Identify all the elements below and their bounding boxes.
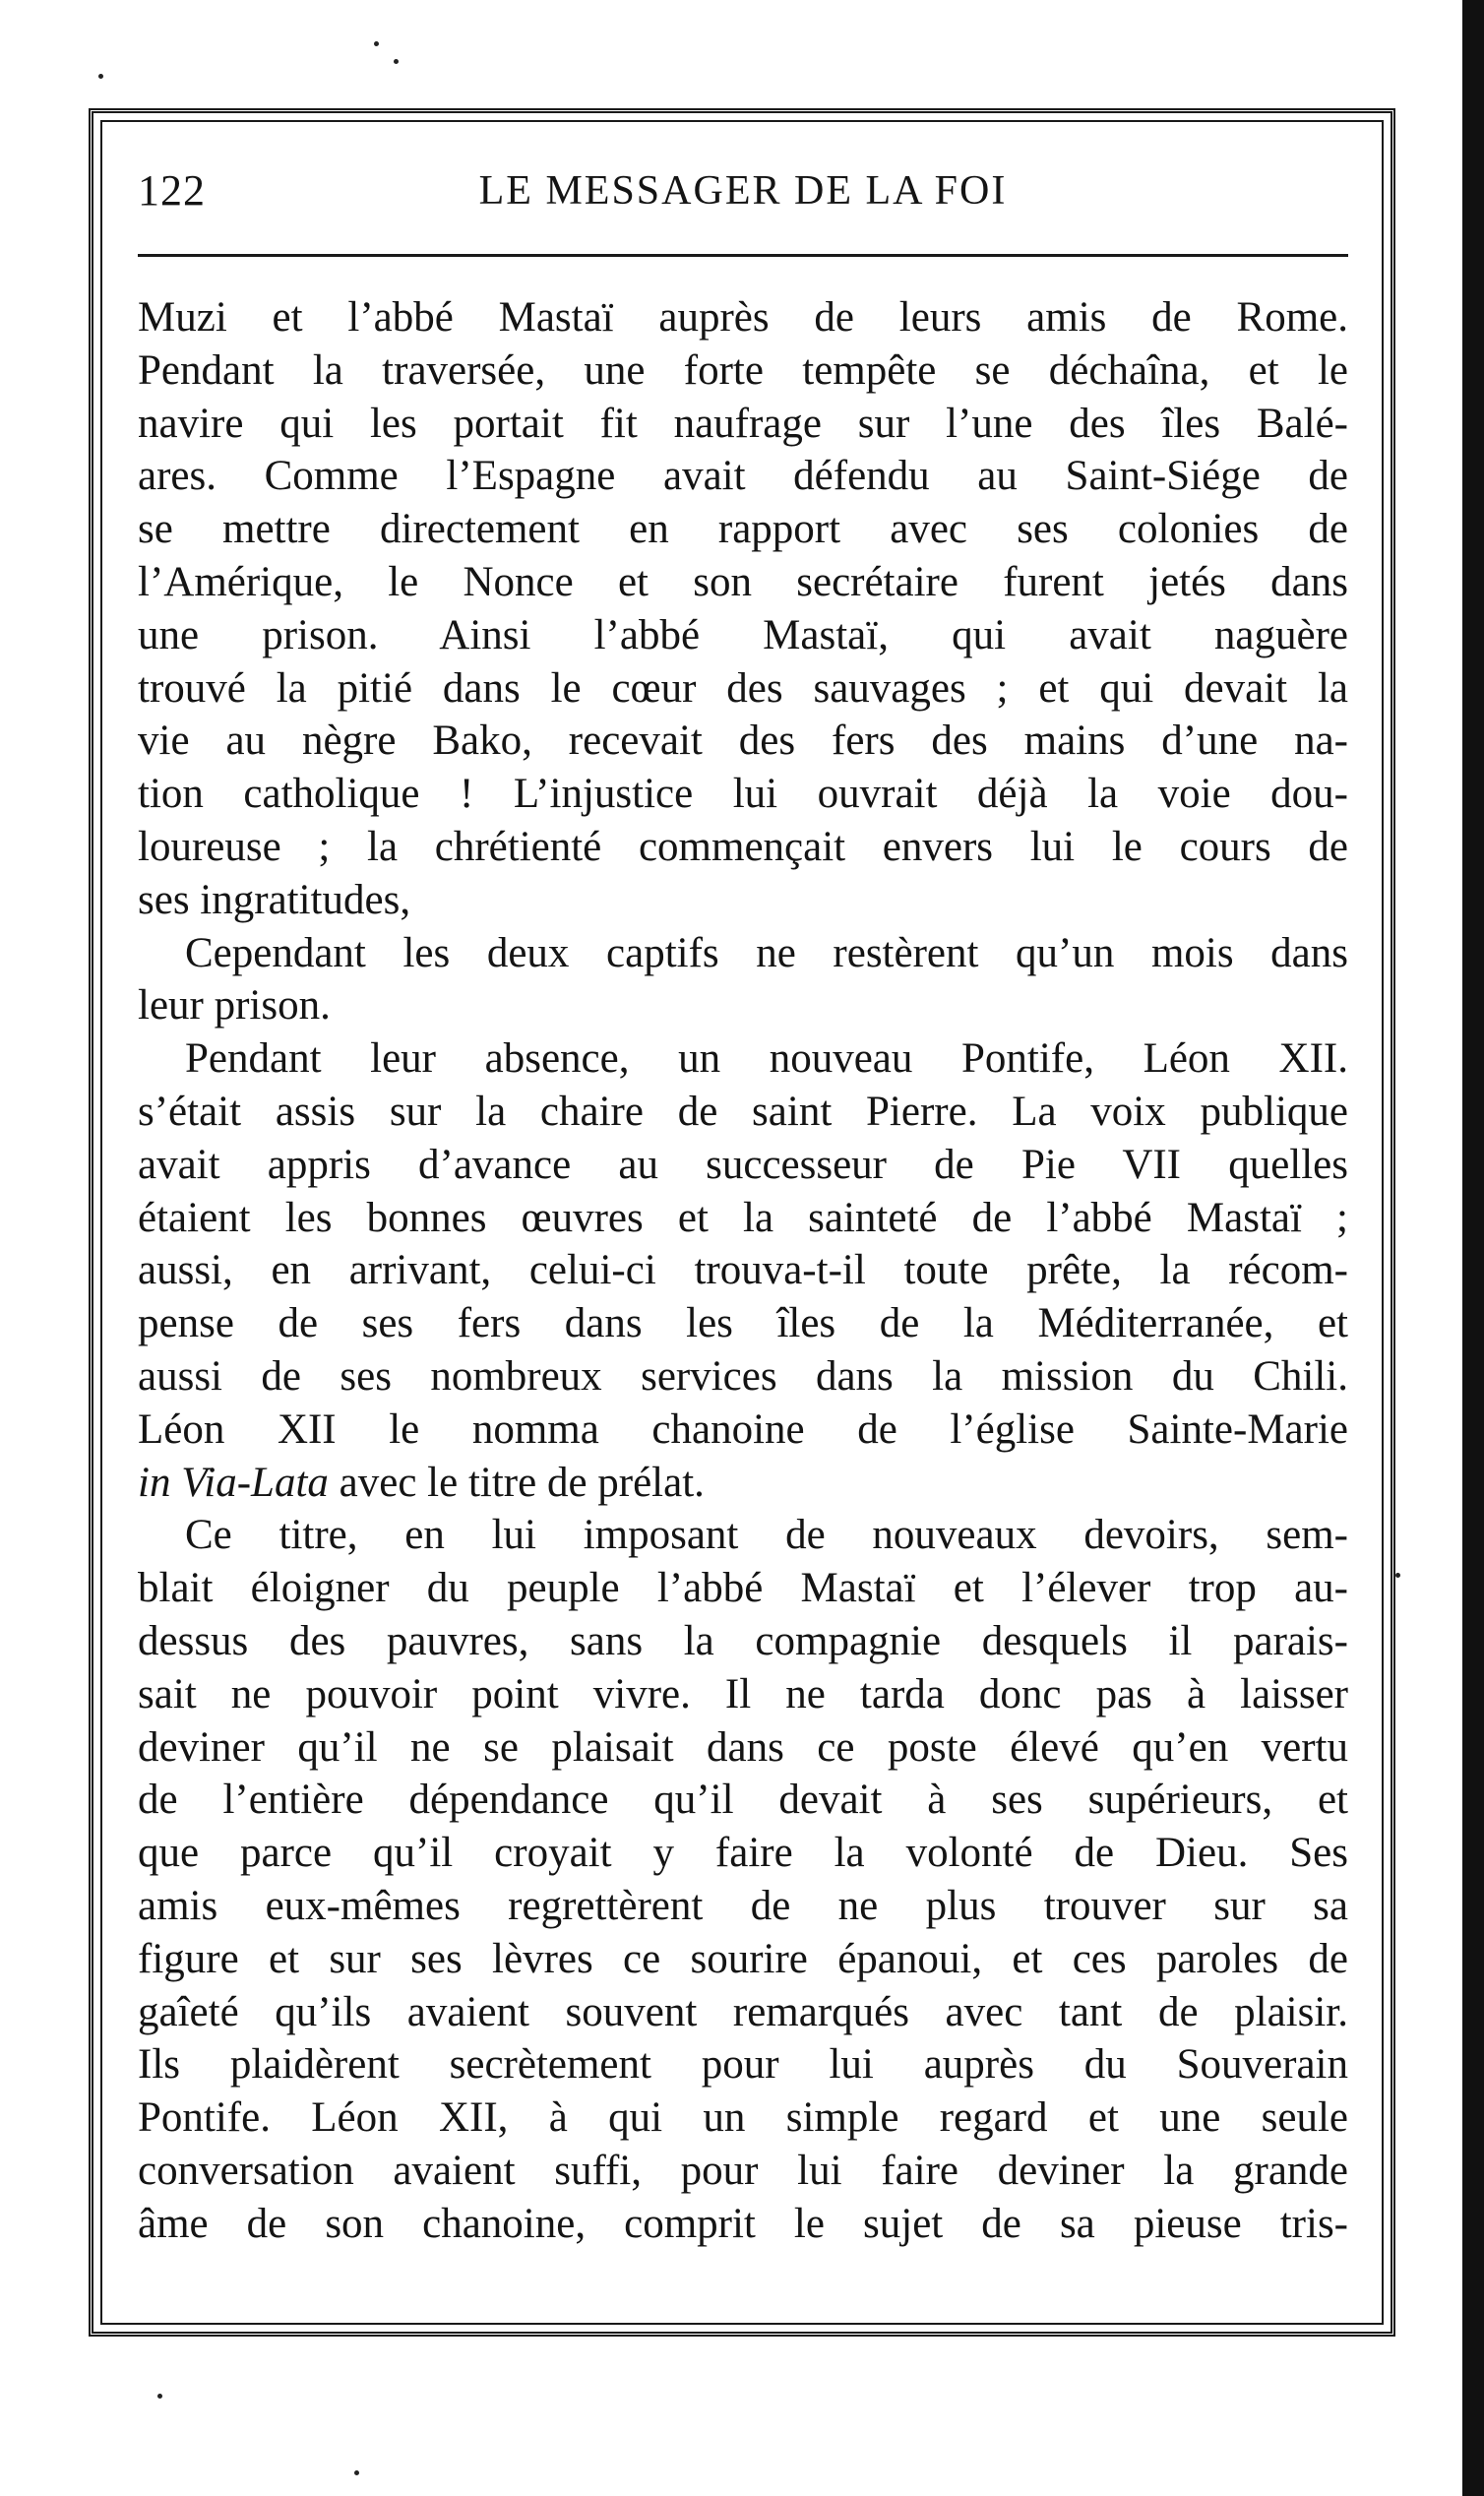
text-line: pense de ses fers dans les îles de la Méditerranée, et bbox=[138, 1300, 1348, 1347]
text-line: avait appris d’avance au successeur de Pie VII quelles bbox=[138, 1141, 1348, 1188]
text-line: Ce titre, en lui imposant de nouveaux devoirs, sem- bbox=[185, 1512, 1348, 1559]
scan-speck bbox=[98, 74, 103, 79]
text-line: navire qui les portait fit naufrage sur l’une des îles Balé- bbox=[138, 400, 1348, 447]
text-line: l’Amérique, le Nonce et son secrétaire furent jetés dans bbox=[138, 558, 1348, 605]
scan-speck bbox=[394, 59, 399, 64]
text-line: amis eux-mêmes regrettèrent de ne plus trouver sur sa bbox=[138, 1882, 1348, 1929]
text-line: aussi de ses nombreux services dans la mission du Chili. bbox=[138, 1352, 1348, 1400]
text-line: Muzi et l’abbé Mastaï auprès de leurs amis de Rome. bbox=[138, 294, 1348, 341]
text-line: Pendant leur absence, un nouveau Pontife, Léon XII. bbox=[185, 1035, 1348, 1083]
text-line: étaient les bonnes œuvres et la sainteté de l’abbé Mastaï ; bbox=[138, 1194, 1348, 1241]
running-title: LE MESSAGER DE LA FOI bbox=[478, 168, 1008, 214]
text-line: deviner qu’il ne se plaisait dans ce poste élevé qu’en vertu bbox=[138, 1723, 1348, 1771]
text-line: une prison. Ainsi l’abbé Mastaï, qui avait naguère bbox=[138, 611, 1348, 658]
text-line: figure et sur ses lèvres ce sourire épanoui, et ces paroles de bbox=[138, 1935, 1348, 1982]
text-line: Pendant la traversée, une forte tempête se déchaîna, et le bbox=[138, 346, 1348, 394]
scan-speck bbox=[157, 2394, 162, 2399]
scan-edge bbox=[1462, 0, 1484, 2496]
text-line: leur prison. bbox=[138, 982, 331, 1030]
text-line: que parce qu’il croyait y faire la volonté de Dieu. Ses bbox=[138, 1830, 1348, 1877]
text-line: conversation avaient suffi, pour lui faire deviner la grande bbox=[138, 2147, 1348, 2194]
scan-speck bbox=[354, 2470, 359, 2475]
text-line: se mettre directement en rapport avec ses colonies de bbox=[138, 506, 1348, 553]
text-fragment: avec le titre de prélat. bbox=[339, 1459, 705, 1506]
text-line: aussi, en arrivant, celui-ci trouva-t-il toute prête, la récom- bbox=[138, 1247, 1348, 1294]
body-text bbox=[138, 291, 1348, 2250]
page-header bbox=[138, 157, 1348, 226]
italic-phrase: in Via-Lata bbox=[138, 1459, 329, 1506]
text-line: ses ingratitudes, bbox=[138, 876, 411, 923]
text-line: sait ne pouvoir point vivre. Il ne tarda donc pas à laisser bbox=[138, 1670, 1348, 1717]
text-line: Pontife. Léon XII, à qui un simple regard et une seule bbox=[138, 2094, 1348, 2142]
text-line: trouvé la pitié dans le cœur des sauvages ; et qui devait la bbox=[138, 664, 1348, 712]
text-line: blait éloigner du peuple l’abbé Mastaï et l’élever trop au- bbox=[138, 1565, 1348, 1612]
text-line: âme de son chanoine, comprit le sujet de sa pieuse tris- bbox=[138, 2200, 1348, 2247]
text-line: loureuse ; la chrétienté commençait envers lui le cours de bbox=[138, 823, 1348, 870]
text-line: tion catholique ! L’injustice lui ouvrait déjà la voie dou- bbox=[138, 771, 1348, 818]
text-line: Ils plaidèrent secrètement pour lui auprès du Souverain bbox=[138, 2041, 1348, 2089]
scan-speck bbox=[1395, 1573, 1400, 1578]
text-line: Cependant les deux captifs ne restèrent qu’un mois dans bbox=[185, 929, 1348, 976]
text-line: Léon XII le nomma chanoine de l’église Sainte-Marie bbox=[138, 1405, 1348, 1453]
text-line: vie au nègre Bako, recevait des fers des mains d’une na- bbox=[138, 718, 1348, 765]
text-line: de l’entière dépendance qu’il devait à ses supérieurs, et bbox=[138, 1777, 1348, 1824]
text-line bbox=[138, 1457, 1348, 1510]
page-number: 122 bbox=[138, 166, 206, 215]
header-rule bbox=[138, 254, 1348, 257]
text-line: s’était assis sur la chaire de saint Pierre. La voix publique bbox=[138, 1088, 1348, 1135]
text-line: ares. Comme l’Espagne avait défendu au Saint-Siége de bbox=[138, 453, 1348, 500]
text-line: gaîeté qu’ils avaient souvent remarqués avec tant de plaisir. bbox=[138, 1988, 1348, 2035]
scan-speck bbox=[374, 41, 379, 46]
text-line: dessus des pauvres, sans la compagnie desquels il parais- bbox=[138, 1617, 1348, 1664]
